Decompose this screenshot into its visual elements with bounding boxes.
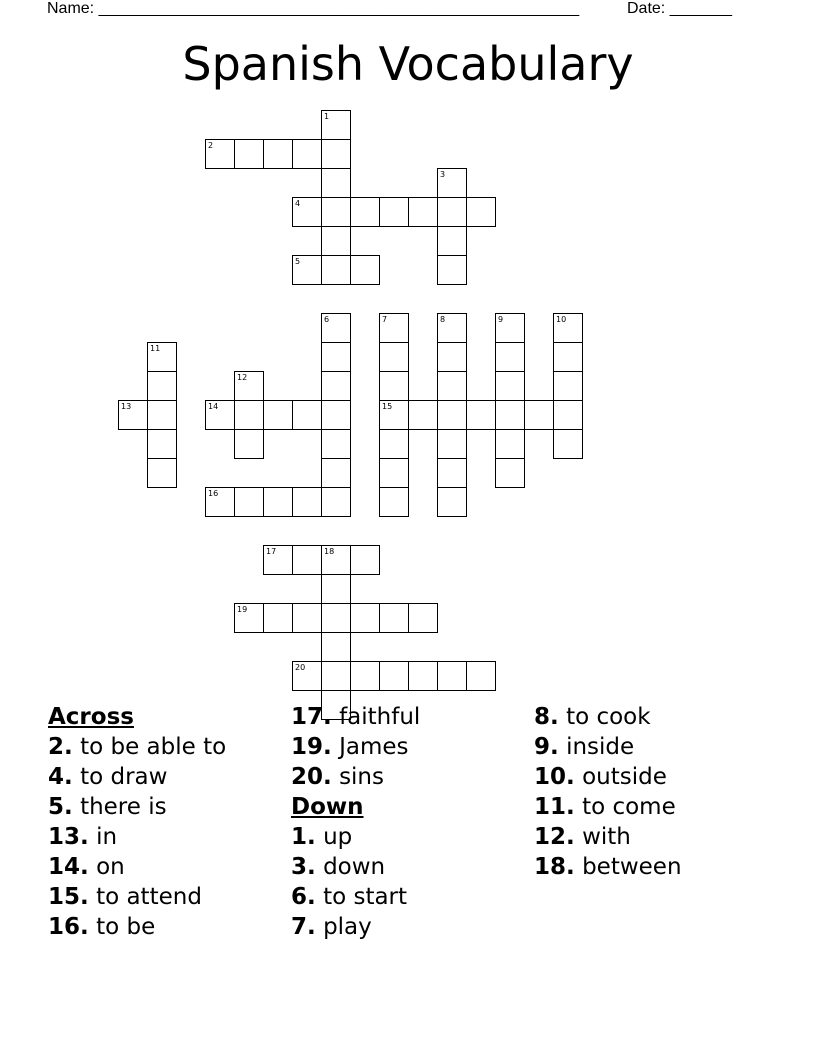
clues-column-2 (291, 702, 420, 942)
clue-number: 14. (48, 854, 89, 880)
clue-text: up (323, 824, 353, 850)
cell-number: 3 (440, 170, 446, 179)
clue-across-14 (48, 852, 226, 882)
clue-number: 6. (291, 884, 316, 910)
grid-cell[interactable] (379, 342, 409, 372)
clue-number: 15. (48, 884, 89, 910)
grid-cell[interactable] (495, 313, 525, 343)
grid-cell[interactable] (495, 458, 525, 488)
clue-number: 11. (534, 794, 575, 820)
cell-number: 20 (295, 663, 306, 672)
grid-cell[interactable] (437, 458, 467, 488)
cell-number: 4 (295, 199, 301, 208)
cell-number: 9 (498, 315, 504, 324)
grid-cell[interactable] (379, 458, 409, 488)
cell-number: 12 (237, 373, 248, 382)
cell-number: 6 (324, 315, 330, 324)
grid-cell[interactable] (466, 661, 496, 691)
grid-cell[interactable] (437, 661, 467, 691)
clue-down-11 (534, 792, 682, 822)
clue-text: in (96, 824, 118, 850)
clue-across-20 (291, 762, 420, 792)
grid-cell[interactable] (292, 400, 322, 430)
clue-text: down (323, 854, 386, 880)
clue-number: 13. (48, 824, 89, 850)
clues-column-1 (48, 702, 226, 942)
grid-cell[interactable] (234, 139, 264, 169)
grid-cell[interactable] (205, 400, 235, 430)
grid-cell[interactable] (437, 487, 467, 517)
grid-cell[interactable] (321, 197, 351, 227)
across-heading: Across (48, 704, 134, 730)
grid-cell[interactable] (408, 197, 438, 227)
clue-number: 2. (48, 734, 73, 760)
grid-cell[interactable] (495, 400, 525, 430)
clue-across-17 (291, 702, 420, 732)
grid-cell[interactable] (466, 400, 496, 430)
grid-cell[interactable] (408, 661, 438, 691)
clue-number: 5. (48, 794, 73, 820)
clue-down-18 (534, 852, 682, 882)
clue-text: between (582, 854, 682, 880)
grid-cell[interactable] (263, 400, 293, 430)
clue-number: 20. (291, 764, 332, 790)
clue-down-7 (291, 912, 420, 942)
clue-number: 17. (291, 704, 332, 730)
grid-cell[interactable] (321, 400, 351, 430)
grid-cell[interactable] (350, 661, 380, 691)
clue-text: to start (323, 884, 408, 910)
grid-cell[interactable] (321, 574, 351, 604)
grid-cell[interactable] (437, 168, 467, 198)
clue-number: 16. (48, 914, 89, 940)
grid-cell[interactable] (408, 400, 438, 430)
grid-cell[interactable] (147, 429, 177, 459)
clue-across-2 (48, 732, 226, 762)
clue-text: James (339, 734, 409, 760)
name-line: Name: ______________________________________________________ (47, 0, 580, 17)
grid-cell[interactable] (553, 342, 583, 372)
grid-cell[interactable] (437, 255, 467, 285)
grid-cell[interactable] (321, 110, 351, 140)
clue-number: 3. (291, 854, 316, 880)
clue-text: to attend (96, 884, 202, 910)
clue-across-13 (48, 822, 226, 852)
grid-cell[interactable] (263, 603, 293, 633)
grid-cell[interactable] (321, 632, 351, 662)
grid-cell[interactable] (553, 313, 583, 343)
clue-text: there is (80, 794, 167, 820)
grid-cell[interactable] (524, 400, 554, 430)
grid-cell[interactable] (321, 429, 351, 459)
grid-cell[interactable] (350, 255, 380, 285)
clue-across-5 (48, 792, 226, 822)
grid-cell[interactable] (466, 197, 496, 227)
cell-number: 13 (121, 402, 132, 411)
grid-cell[interactable] (379, 429, 409, 459)
grid-cell[interactable] (292, 139, 322, 169)
clue-down-1 (291, 822, 420, 852)
cell-number: 7 (382, 315, 388, 324)
grid-cell[interactable] (437, 371, 467, 401)
grid-cell[interactable] (147, 400, 177, 430)
grid-cell[interactable] (205, 487, 235, 517)
grid-cell[interactable] (234, 603, 264, 633)
clue-text: with (582, 824, 631, 850)
grid-cell[interactable] (147, 342, 177, 372)
clue-across-19 (291, 732, 420, 762)
clue-down-9 (534, 732, 682, 762)
grid-cell[interactable] (553, 429, 583, 459)
clue-number: 7. (291, 914, 316, 940)
clue-down-6 (291, 882, 420, 912)
clue-number: 19. (291, 734, 332, 760)
grid-cell[interactable] (321, 226, 351, 256)
grid-cell[interactable] (234, 400, 264, 430)
clue-number: 9. (534, 734, 559, 760)
page-title: Spanish Vocabulary (182, 37, 634, 91)
cell-number: 18 (324, 547, 335, 556)
grid-cell[interactable] (234, 429, 264, 459)
date-line: Date: _______ (627, 0, 732, 17)
grid-cell[interactable] (118, 400, 148, 430)
cell-number: 1 (324, 112, 330, 121)
clue-text: to be (96, 914, 156, 940)
grid-cell[interactable] (292, 487, 322, 517)
grid-cell[interactable] (553, 400, 583, 430)
grid-cell[interactable] (263, 545, 293, 575)
grid-cell[interactable] (437, 342, 467, 372)
clue-text: faithful (339, 704, 421, 730)
grid-cell[interactable] (379, 400, 409, 430)
grid-cell[interactable] (263, 487, 293, 517)
clue-across-16 (48, 912, 226, 942)
grid-cell[interactable] (292, 255, 322, 285)
grid-cell[interactable] (437, 400, 467, 430)
clue-across-4 (48, 762, 226, 792)
clue-number: 8. (534, 704, 559, 730)
clue-down-8 (534, 702, 682, 732)
grid-cell[interactable] (379, 371, 409, 401)
grid-cell[interactable] (321, 458, 351, 488)
grid-cell[interactable] (437, 226, 467, 256)
clue-text: to be able to (80, 734, 227, 760)
grid-cell[interactable] (321, 139, 351, 169)
grid-cell[interactable] (292, 197, 322, 227)
grid-cell[interactable] (263, 139, 293, 169)
grid-cell[interactable] (292, 661, 322, 691)
cell-number: 11 (150, 344, 161, 353)
clue-text: to cook (566, 704, 651, 730)
grid-cell[interactable] (437, 313, 467, 343)
clue-down-10 (534, 762, 682, 792)
grid-cell[interactable] (495, 371, 525, 401)
clue-number: 12. (534, 824, 575, 850)
clue-text: play (323, 914, 372, 940)
grid-cell[interactable] (321, 255, 351, 285)
clue-text: on (96, 854, 125, 880)
grid-cell[interactable] (321, 342, 351, 372)
clues-column-3 (534, 702, 682, 882)
grid-cell[interactable] (350, 545, 380, 575)
grid-cell[interactable] (379, 603, 409, 633)
down-heading: Down (291, 794, 364, 820)
grid-cell[interactable] (205, 139, 235, 169)
clue-text: outside (582, 764, 667, 790)
grid-cell[interactable] (553, 371, 583, 401)
grid-cell[interactable] (350, 603, 380, 633)
grid-cell[interactable] (321, 371, 351, 401)
clue-number: 10. (534, 764, 575, 790)
clue-text: to come (582, 794, 676, 820)
cell-number: 17 (266, 547, 277, 556)
grid-cell[interactable] (350, 197, 380, 227)
clue-text: inside (566, 734, 635, 760)
grid-cell[interactable] (437, 429, 467, 459)
grid-cell[interactable] (292, 603, 322, 633)
cell-number: 19 (237, 605, 248, 614)
cell-number: 10 (556, 315, 567, 324)
cell-number: 2 (208, 141, 214, 150)
grid-cell[interactable] (321, 487, 351, 517)
grid-cell[interactable] (321, 545, 351, 575)
cell-number: 16 (208, 489, 219, 498)
grid-cell[interactable] (379, 313, 409, 343)
clue-down-12 (534, 822, 682, 852)
grid-cell[interactable] (379, 661, 409, 691)
grid-cell[interactable] (437, 197, 467, 227)
grid-cell[interactable] (379, 197, 409, 227)
clue-text: to draw (80, 764, 168, 790)
clue-number: 18. (534, 854, 575, 880)
cell-number: 5 (295, 257, 301, 266)
grid-cell[interactable] (321, 168, 351, 198)
grid-cell[interactable] (234, 487, 264, 517)
grid-cell[interactable] (321, 603, 351, 633)
grid-cell[interactable] (234, 371, 264, 401)
grid-cell[interactable] (408, 603, 438, 633)
grid-cell[interactable] (495, 342, 525, 372)
grid-cell[interactable] (495, 429, 525, 459)
grid-cell[interactable] (321, 661, 351, 691)
grid-cell[interactable] (292, 545, 322, 575)
clue-across-15 (48, 882, 226, 912)
clue-down-3 (291, 852, 420, 882)
grid-cell[interactable] (321, 313, 351, 343)
grid-cell[interactable] (147, 371, 177, 401)
clue-number: 1. (291, 824, 316, 850)
grid-cell[interactable] (147, 458, 177, 488)
cell-number: 14 (208, 402, 219, 411)
clue-text: sins (339, 764, 384, 790)
cell-number: 8 (440, 315, 446, 324)
cell-number: 15 (382, 402, 393, 411)
grid-cell[interactable] (379, 487, 409, 517)
clue-number: 4. (48, 764, 73, 790)
